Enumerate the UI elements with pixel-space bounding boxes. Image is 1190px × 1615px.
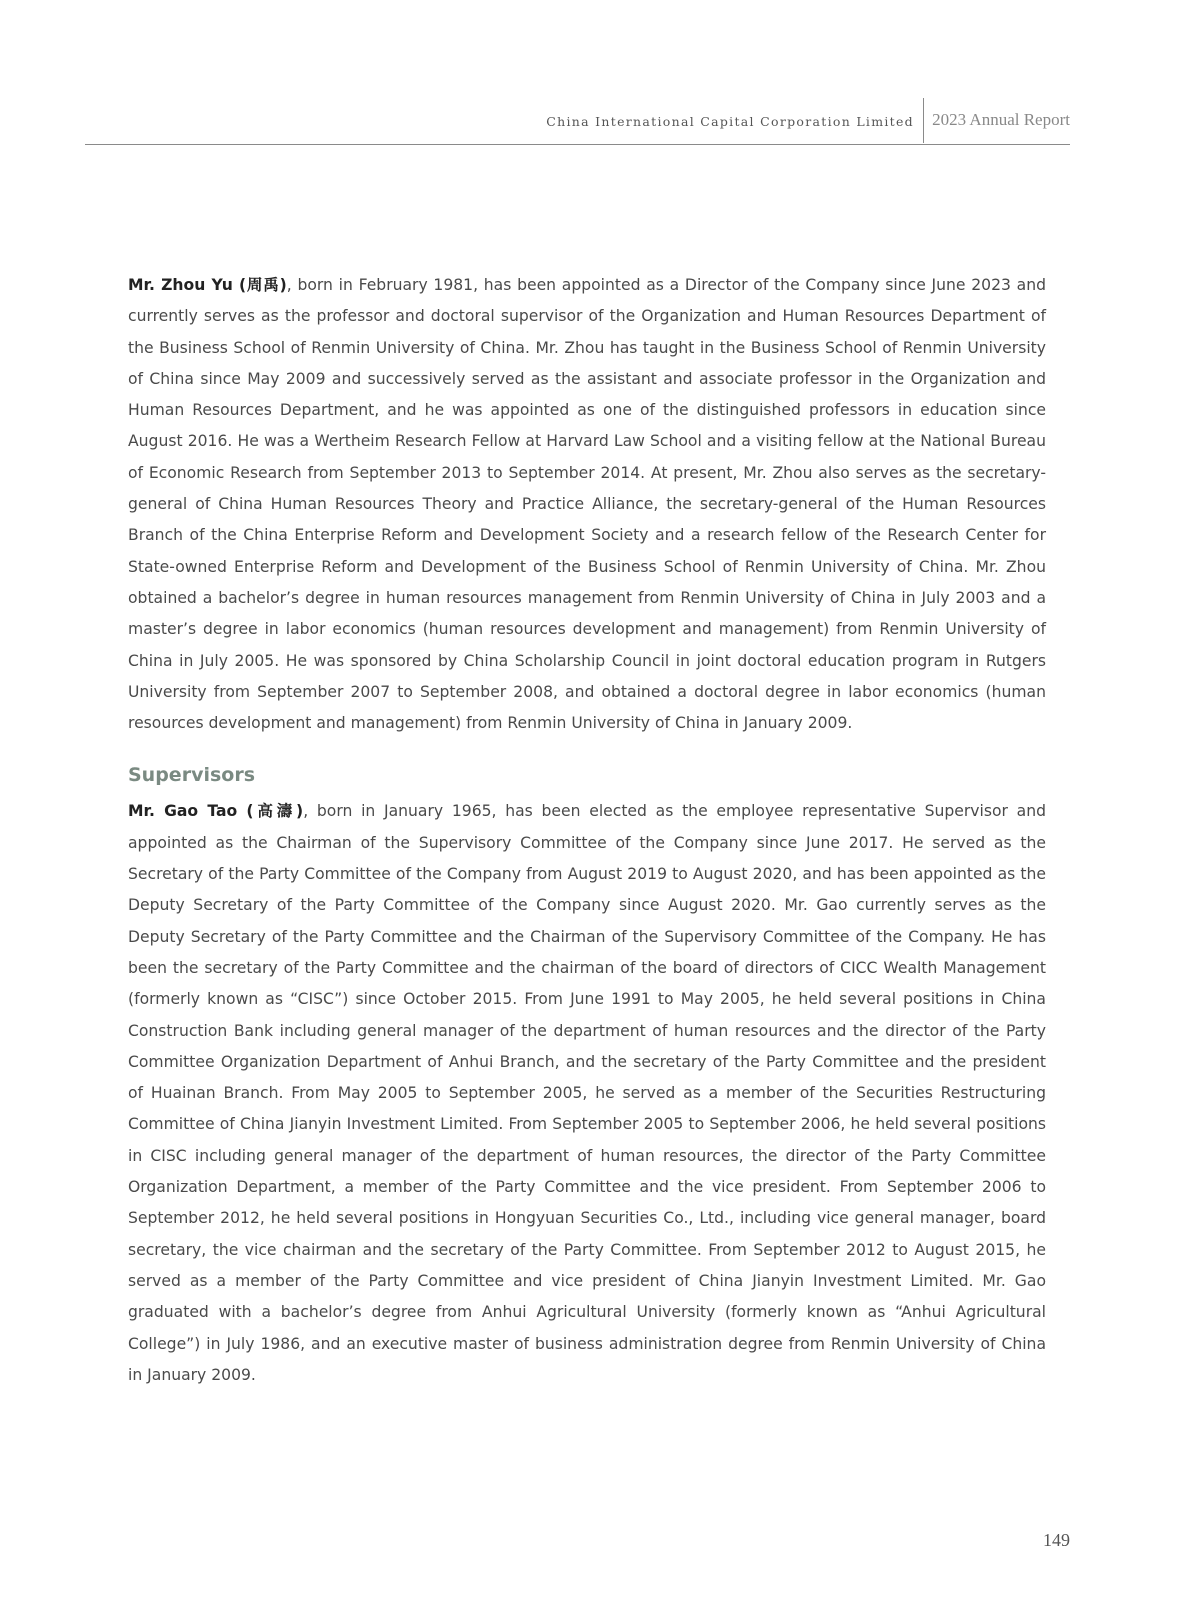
report-title: 2023 Annual Report [932, 110, 1070, 129]
header-divider [923, 98, 924, 143]
company-name: China International Capital Corporation Limited [546, 114, 914, 129]
bio-zhou-yu [128, 270, 1046, 739]
section-heading: Supervisors [128, 764, 256, 787]
bio-name: Mr. Zhou Yu (周禹) [128, 276, 287, 294]
page-number: 149 [1043, 1530, 1070, 1550]
bio-text: , born in February 1981, has been appointed as a Director of the Company since June 2023 and currently serves as the professor and doctoral supervisor of the Organization and Human Resources Department of the Business School of Renmin University of China. Mr. Zhou has taught in the Business School of Renmin University of China since May 2009 and successively served as the assistant and associate professor in the Organization and Human Resources Department, and he was appointed as one of the distinguished professors in education since August 2016. He was a Wertheim Research Fellow at Harvard Law School and a visiting fellow at the National Bureau of Economic Research from September 2013 to September 2014. At present, Mr. Zhou also serves as the secretary-general of China Human Resources Theory and Practice Alliance, the secretary-general of the Human Resources Branch of the China Enterprise Reform and Development Society and a research fellow of the Research Center for State-owned Enterprise Reform and Development of the Business School of Renmin University of China. Mr. Zhou obtained a bachelor’s degree in human resources management from Renmin University of China in July 2003 and a master’s degree in labor economics (human resources development and management) from Renmin University of China in July 2005. He was sponsored by China Scholarship Council in joint doctoral education program in Rutgers University from September 2007 to September 2008, and obtained a doctoral degree in labor economics (human resources development and management) from Renmin University of China in January 2009. [128, 276, 1046, 733]
page-content [128, 270, 1046, 1391]
bio-text: , born in January 1965, has been elected as the employee representative Supervisor and appointed as the Chairman of the Supervisory Committee of the Company since June 2017. He served as the Secretary of the Party Committee of the Company from August 2019 to August 2020, and has been appointed as the Deputy Secretary of the Party Committee of the Company since August 2020. Mr. Gao currently serves as the Deputy Secretary of the Party Committee and the Chairman of the Supervisory Committee of the Company. He has been the secretary of the Party Committee and the chairman of the board of directors of CICC Wealth Management (formerly known as “CISC”) since October 2015. From June 1991 to May 2005, he held several positions in China Construction Bank including general manager of the department of human resources and the director of the Party Committee Organization Department of Anhui Branch, and the secretary of the Party Committee and the president of Huainan Branch. From May 2005 to September 2005, he served as a member of the Securities Restructuring Committee of China Jianyin Investment Limited. From September 2005 to September 2006, he held several positions in CISC including general manager of the department of human resources, the director of the Party Committee Organization Department, a member of the Party Committee and the vice president. From September 2006 to September 2012, he held several positions in Hongyuan Securities Co., Ltd., including vice general manager, board secretary, the vice chairman and the secretary of the Party Committee. From September 2012 to August 2015, he served as a member of the Party Committee and vice president of China Jianyin Investment Limited. Mr. Gao graduated with a bachelor’s degree from Anhui Agricultural University (formerly known as “Anhui Agricultural College”) in July 1986, and an executive master of business administration degree from Renmin University of China in January 2009. [128, 802, 1046, 1384]
bio-name: Mr. Gao Tao (高濤) [128, 802, 304, 821]
page-header [85, 98, 1070, 145]
bio-gao-tao [128, 796, 1046, 1391]
